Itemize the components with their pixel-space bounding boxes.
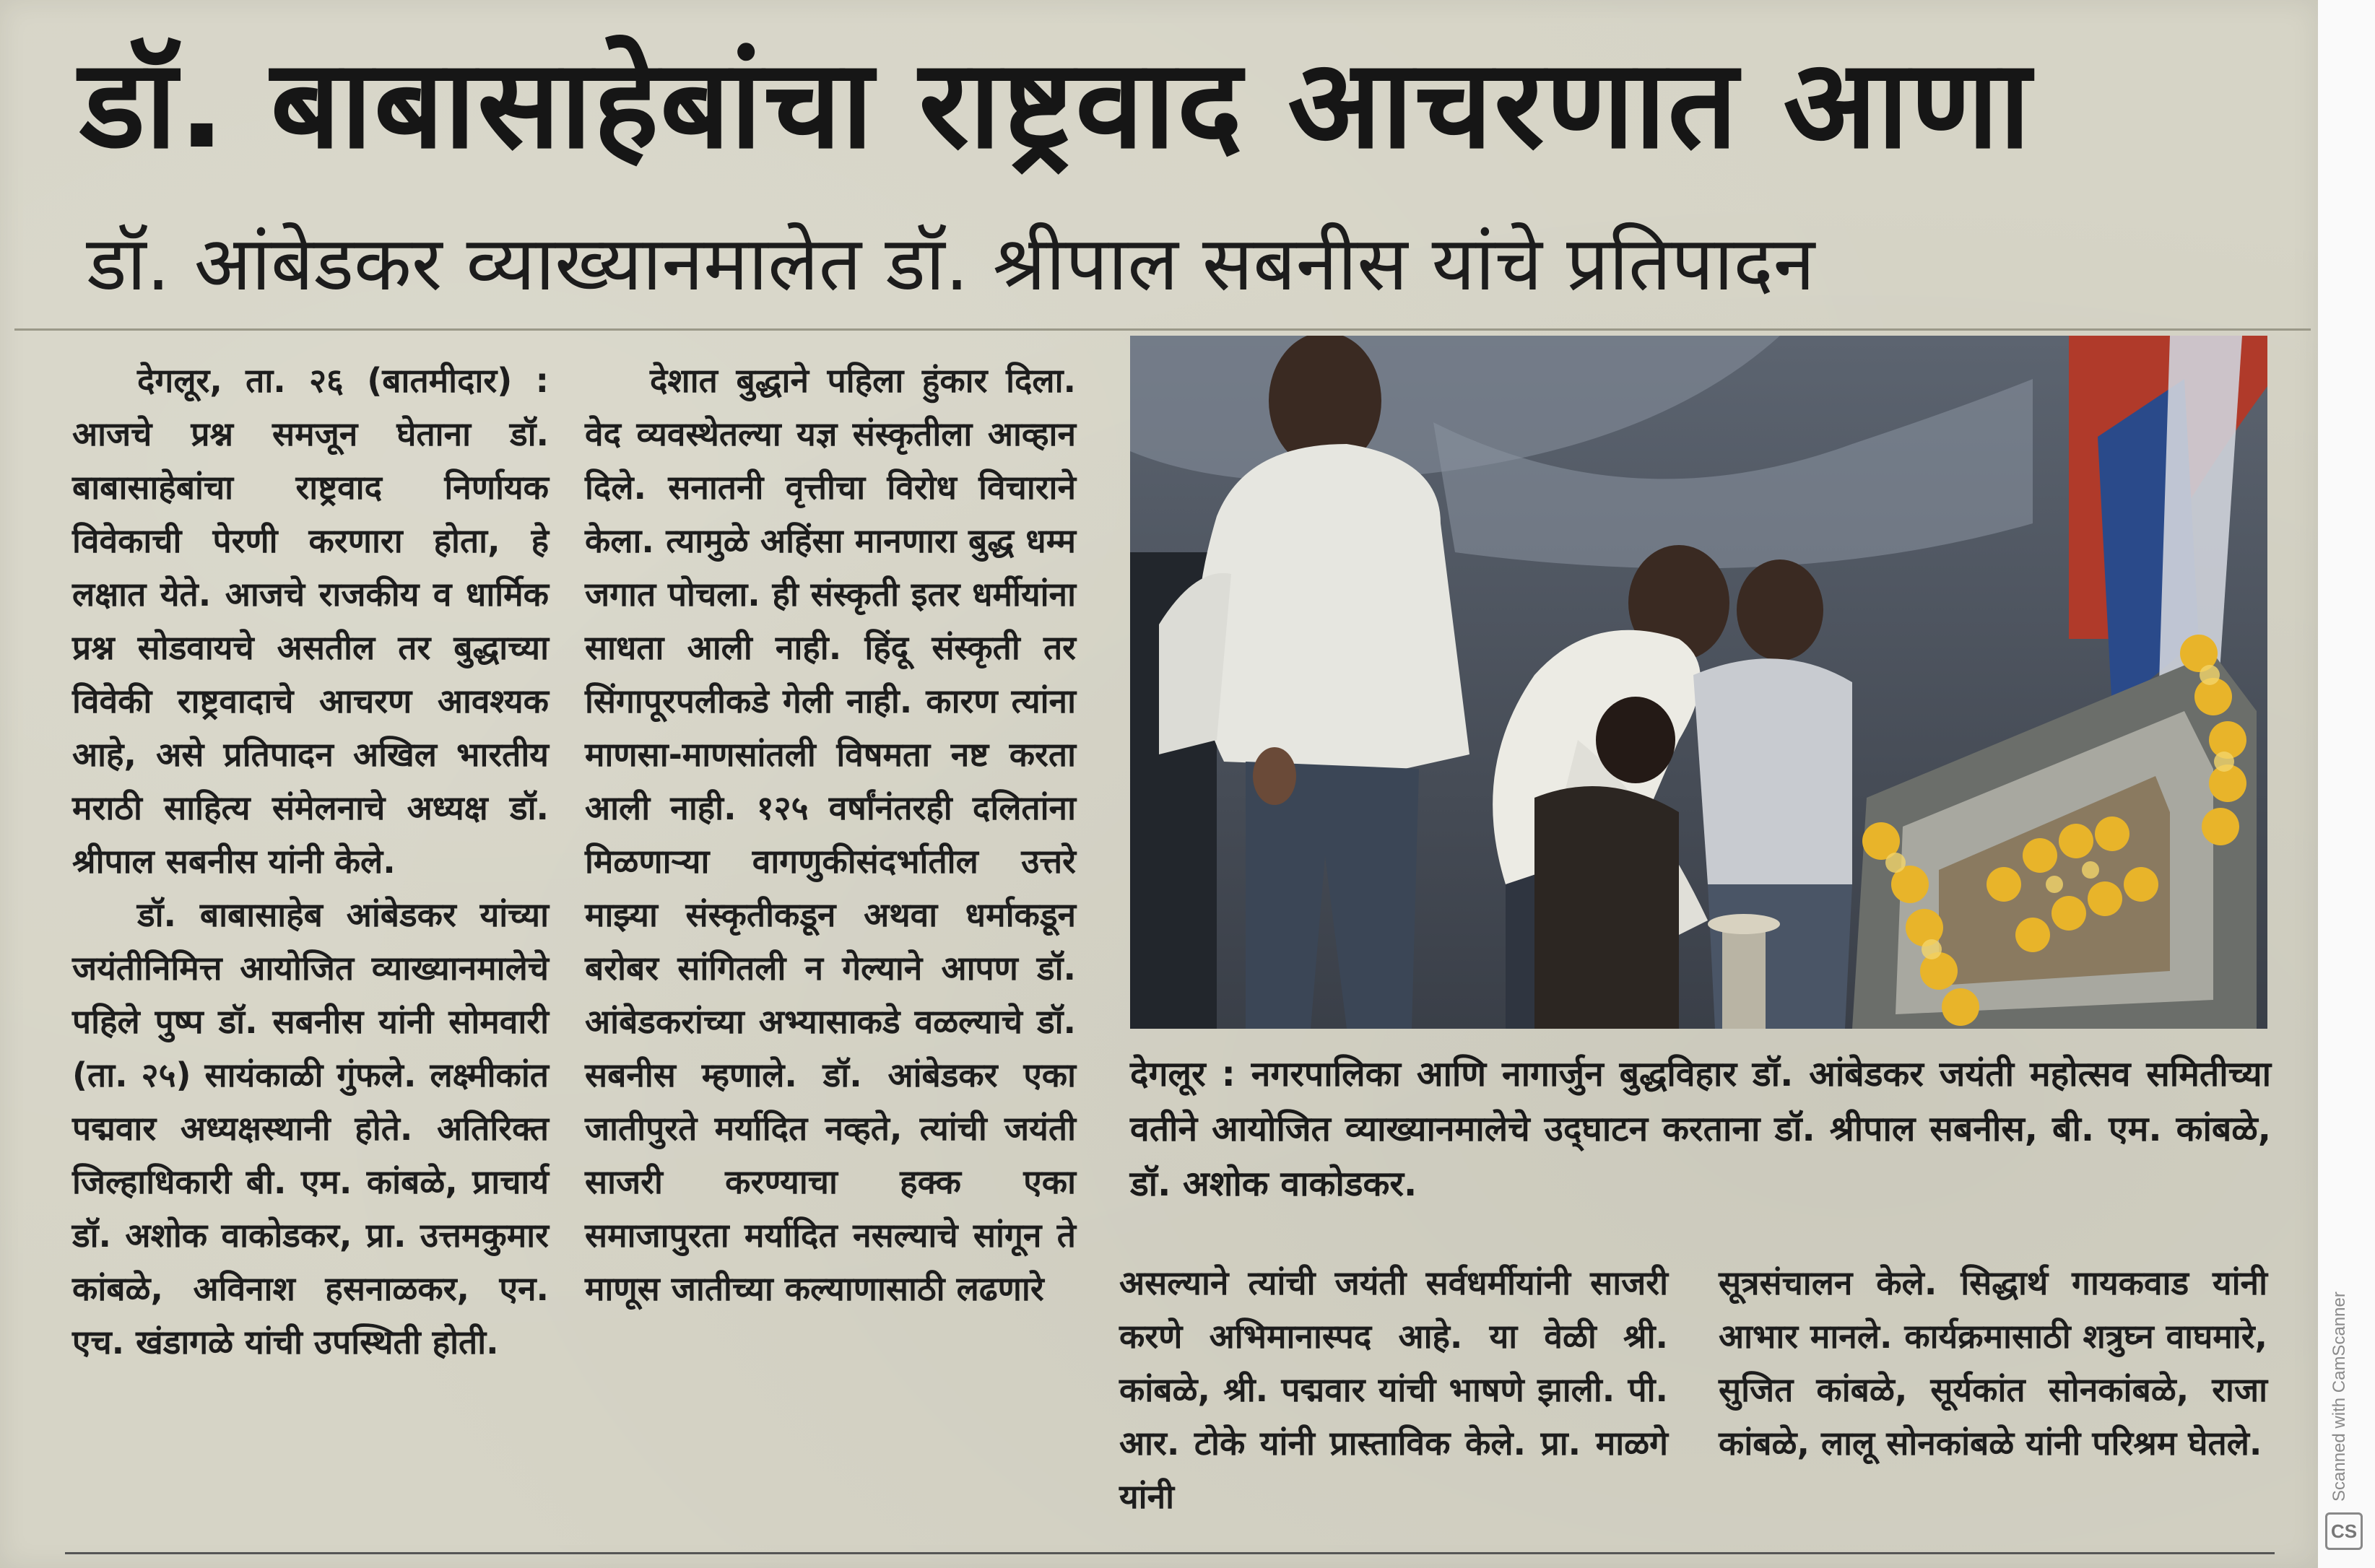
divider-top — [14, 328, 2311, 331]
article-column-1 — [72, 354, 549, 1552]
column-2-paragraph-1: देशात बुद्धाने पहिला हुंकार दिला. वेद व्यवस्थेतल्या यज्ञ संस्कृतीला आव्हान दिले. सनातनी वृत्तीचा विरोध विचाराने केला. त्यामुळे अहिंसा मानणारा बुद्ध धम्म जगात पोचला. ही संस्कृती इतर धर्मीयांना साधता आली नाही. हिंदू संस्कृती तर सिंगापूरपलीकडे गेली नाही. कारण त्यांना माणसा-माणसांतली विषमता नष्ट करता आली नाही. १२५ वर्षांनंतरही दलितांना मिळणाऱ्या वागणुकीसंदर्भातील उत्तरे माझ्या संस्कृतीकडून अथवा धर्माकडून बरोबर सांगितली न गेल्याने आपण डॉ. आंबेडकरांच्या अभ्यासाकडे वळल्याचे डॉ. सबनीस म्हणाले. डॉ. आंबेडकर एका जातीपुरते मर्यादित नव्हते, त्यांची जयंती साजरी करण्याचा हक्क एका समाजापुरता मर्यादित नसल्याचे सांगून ते माणूस जातीच्या कल्याणासाठी लढणारे — [585, 361, 1076, 1308]
divider-bottom — [65, 1552, 2275, 1554]
scanner-watermark-text: Scanned with CamScanner — [2330, 1292, 2349, 1502]
camscanner-logo-icon: CS — [2325, 1512, 2363, 1550]
column-1-paragraph-1: देगलूर, ता. २६ (बातमीदार) : आजचे प्रश्न समजून घेताना डॉ. बाबासाहेबांचा राष्ट्रवाद निर्णायक विवेकाची पेरणी करणारा होता, हे लक्षात येते. आजचे राजकीय व धार्मिक प्रश्न सोडवायचे असतील तर बुद्धाच्या विवेकी राष्ट्रवादाचे आचरण आवश्यक आहे, असे प्रतिपादन अखिल भारतीय मराठी साहित्य संमेलनाचे अध्यक्ष डॉ. श्रीपाल सबनीस यांनी केले. — [72, 361, 549, 881]
article-headline: डॉ. बाबासाहेबांचा राष्ट्रवाद आचरणात आणा — [79, 33, 2033, 176]
column-3-paragraph-1: असल्याने त्यांची जयंती सर्वधर्मीयांनी साजरी करणे अभिमानास्पद आहे. या वेळी श्री. कांबळे, श्री. पद्मवार यांची भाषणे झाली. पी. आर. टोके यांनी प्रास्ताविक केले. प्रा. माळगे यांनी — [1119, 1263, 1668, 1516]
article-column-3 — [1119, 1256, 1668, 1545]
article-subheadline: डॉ. आंबेडकर व्याख्यानमालेत डॉ. श्रीपाल सबनीस यांचे प्रतिपादन — [87, 219, 1815, 308]
article-column-2 — [585, 354, 1076, 1552]
event-photo-illustration — [1130, 336, 2267, 1029]
column-4-paragraph-1: सूत्रसंचालन केले. सिद्धार्थ गायकवाड यांनी आभार मानले. कार्यक्रमासाठी शत्रुघ्न वाघमारे, सुजित कांबळे, सूर्यकांत सोनकांबळे, राजा कांबळे, लालू सोनकांबळे यांनी परिश्रम घेतले. — [1719, 1263, 2267, 1463]
event-photo — [1130, 336, 2267, 1029]
column-1-paragraph-2: डॉ. बाबासाहेब आंबेडकर यांच्या जयंतीनिमित्त आयोजित व्याख्यानमालेचे पहिले पुष्प डॉ. सबनीस यांनी सोमवारी (ता. २५) सायंकाळी गुंफले. लक्ष्मीकांत पद्मवार अध्यक्षस्थानी होते. अतिरिक्त जिल्हाधिकारी बी. एम. कांबळे, प्राचार्य डॉ. अशोक वाकोडकर, प्रा. उत्तमकुमार कांबळे, अविनाश हसनाळकर, एन. एच. खंडागळे यांची उपस्थिती होती. — [72, 895, 549, 1362]
photo-caption: देगलूर : नगरपालिका आणि नागार्जुन बुद्धविहार डॉ. आंबेडकर जयंती महोत्सव समितीच्या वतीने आयोजित व्याख्यानमालेचे उद्‌घाटन करताना डॉ. श्रीपाल सबनीस, बी. एम. कांबळे, डॉ. अशोक वाकोडकर. — [1130, 1054, 2271, 1204]
article-column-4 — [1719, 1256, 2267, 1545]
